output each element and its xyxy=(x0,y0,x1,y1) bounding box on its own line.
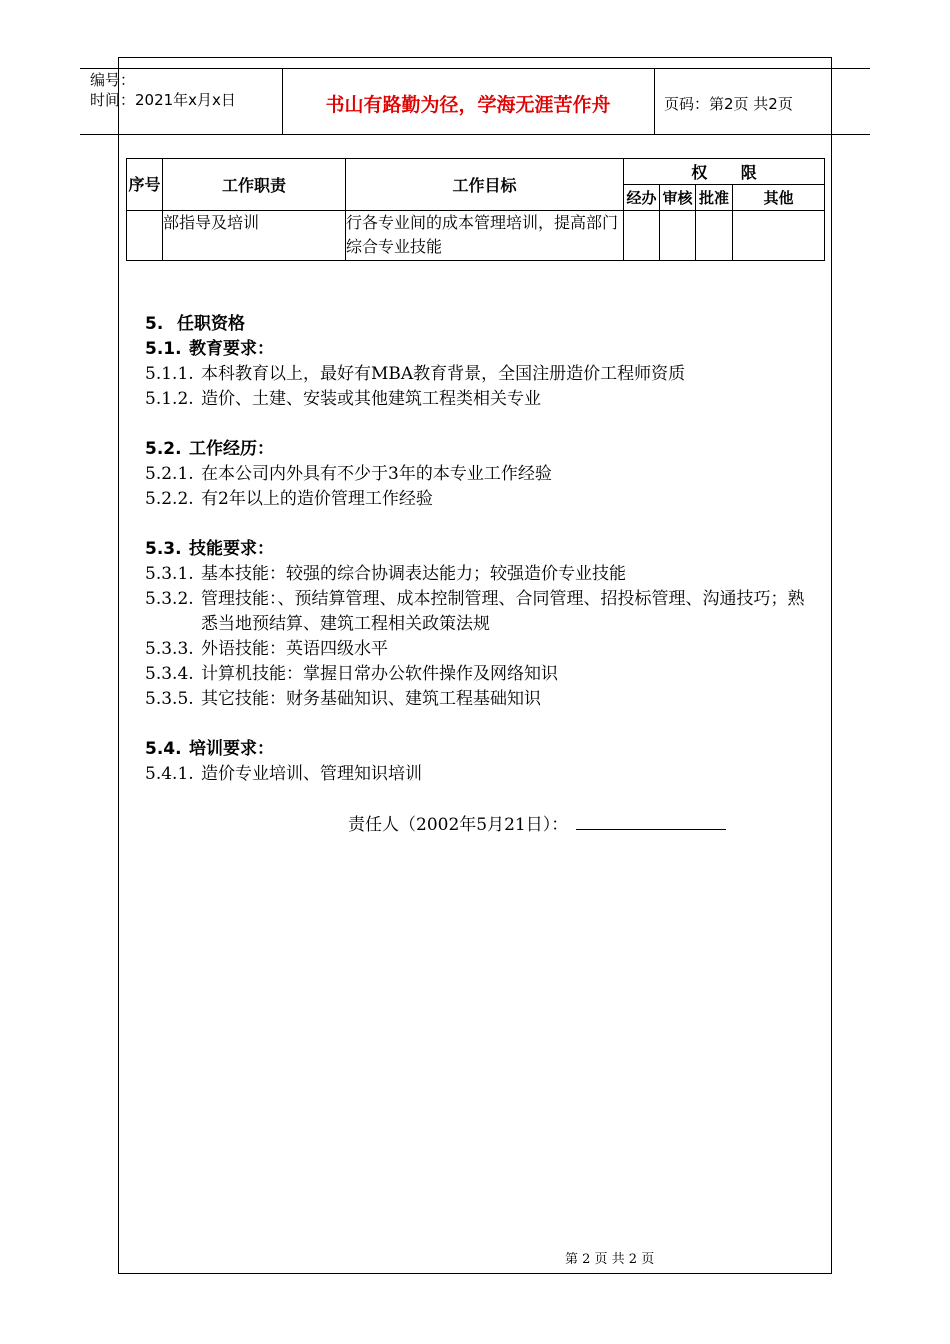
item-5-4-1: 5.4.1. 造价专业培训、管理知识培训 xyxy=(145,764,422,784)
qualification-section xyxy=(145,312,815,787)
page-footer: 第 2 页 共 2 页 xyxy=(565,1252,655,1267)
row-duty: 部指导及培训 xyxy=(163,211,346,261)
item-5-1-1: 5.1.1. 本科教育以上，最好有MBA教育背景，全国注册造价工程师资质 xyxy=(145,364,686,384)
table-row xyxy=(127,211,825,261)
item-5-3-1: 5.3.1. 基本技能：较强的综合协调表达能力；较强造价专业技能 xyxy=(145,564,626,584)
header-motto: 书山有路勤为径，学海无涯苦作舟 xyxy=(325,94,611,116)
item-5-3-3: 5.3.3. 外语技能：英语四级水平 xyxy=(145,639,388,659)
section-5-heading: 5. 任职资格 xyxy=(145,314,245,334)
header-approve: 批准 xyxy=(696,185,733,211)
row-seq xyxy=(127,211,163,261)
section-5-1-heading: 5.1. 教育要求： xyxy=(145,339,274,359)
row-review xyxy=(660,211,696,261)
row-goal: 行各专业间的成本管理培训，提高部门综合专业技能 xyxy=(346,211,624,261)
header-meta xyxy=(90,70,236,110)
header-duty: 工作职责 xyxy=(163,159,346,211)
duty-table xyxy=(126,158,825,261)
header-divider-right xyxy=(654,68,655,134)
item-5-3-5: 5.3.5. 其它技能：财务基础知识、建筑工程基础知识 xyxy=(145,689,541,709)
section-5-3-heading: 5.3. 技能要求： xyxy=(145,539,274,559)
header-review: 审核 xyxy=(660,185,696,211)
signature-blank[interactable] xyxy=(576,813,726,830)
document-time-label: 时间：2021年x月x日 xyxy=(90,91,236,109)
section-5-2-heading: 5.2. 工作经历： xyxy=(145,439,274,459)
header-bottom-rule xyxy=(80,134,870,135)
signature-line xyxy=(348,810,726,835)
document-number-label: 编号： xyxy=(90,71,136,89)
header-authority: 权 限 xyxy=(624,159,825,185)
item-5-3-4: 5.3.4. 计算机技能：掌握日常办公软件操作及网络知识 xyxy=(145,664,558,684)
item-5-3-2: 5.3.2. 管理技能：、预结算管理、成本控制管理、合同管理、招投标管理、沟通技巧；熟悉当地预结算、建筑工程相关政策法规 xyxy=(145,589,805,634)
header-goal: 工作目标 xyxy=(346,159,624,211)
row-handle xyxy=(624,211,660,261)
header-seq: 序号 xyxy=(127,159,163,211)
header-other: 其他 xyxy=(733,185,825,211)
row-other xyxy=(733,211,825,261)
header-top-rule xyxy=(80,68,870,69)
row-approve xyxy=(696,211,733,261)
header-page-info: 页码：第2页 共2页 xyxy=(664,95,793,113)
item-5-2-2: 5.2.2. 有2年以上的造价管理工作经验 xyxy=(145,489,433,509)
signature-label: 责任人（2002年5月21日）： xyxy=(348,815,569,835)
item-5-2-1: 5.2.1. 在本公司内外具有不少于3年的本专业工作经验 xyxy=(145,464,552,484)
item-5-1-2: 5.1.2. 造价、土建、安装或其他建筑工程类相关专业 xyxy=(145,389,541,409)
header-handle: 经办 xyxy=(624,185,660,211)
section-5-4-heading: 5.4. 培训要求： xyxy=(145,739,274,759)
